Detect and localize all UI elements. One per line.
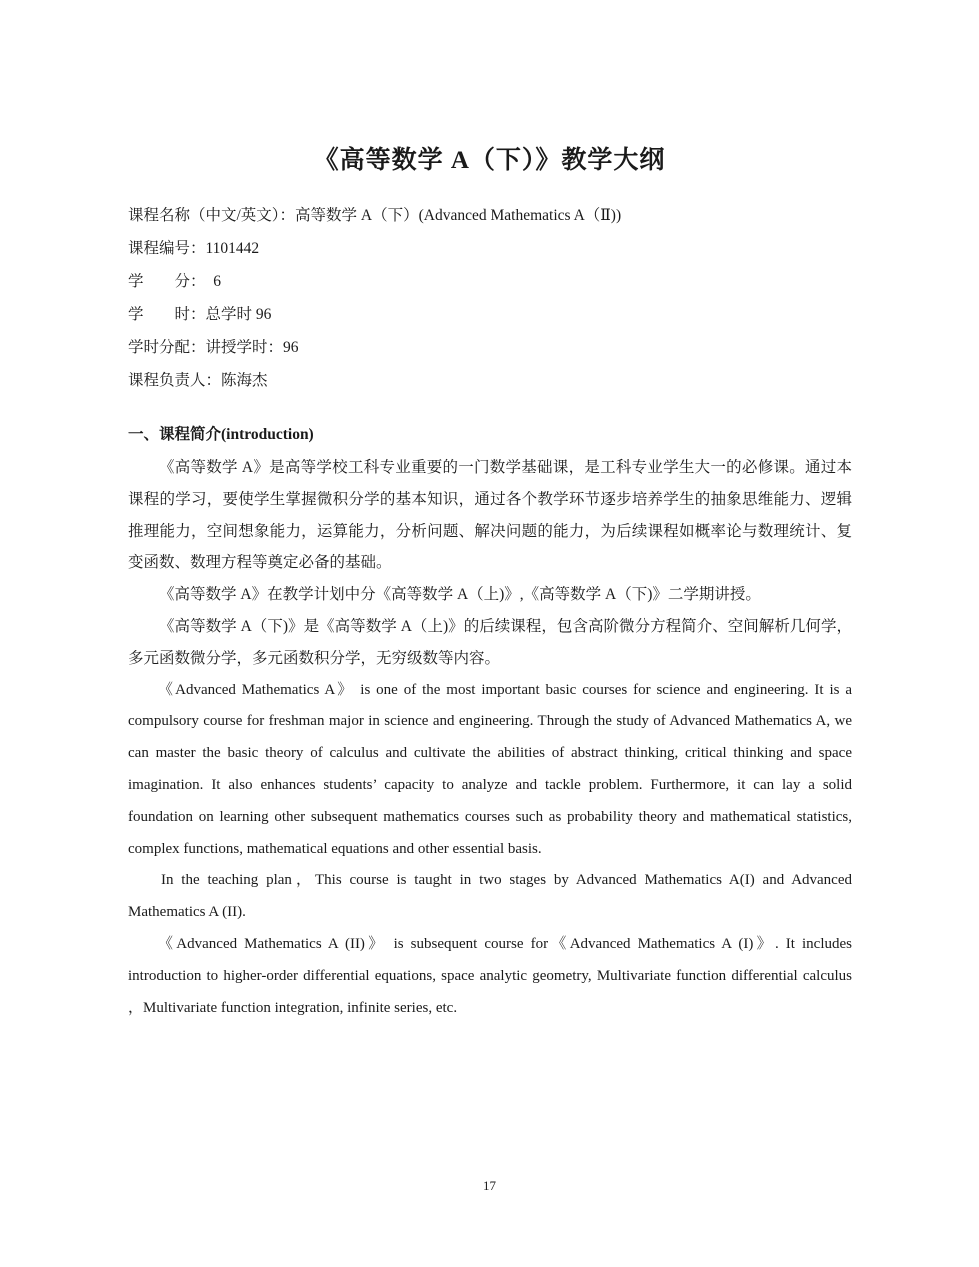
- credits-line: 学 分： 6: [128, 273, 222, 290]
- section-heading-introduction: 一、课程简介(introduction): [128, 426, 314, 443]
- course-leader-line: 课程负责人：陈海杰: [128, 372, 268, 389]
- course-code-line: 课程编号：1101442: [128, 240, 260, 257]
- course-name-line: 课程名称（中文/英文）：高等数学 A（下）(Advanced Mathematics A（Ⅱ)): [128, 207, 622, 224]
- intro-paragraph-1: 《高等数学 A》是高等学校工科专业重要的一门数学基础课，是工科专业学生大一的必修课。通过本课程的学习，要使学生掌握微积分学的基本知识，通过各个教学环节逐步培养学生的抽象思维能力、逻辑推理能力，空间想象能力，运算能力，分析问题、解决问题的能力，为后续课程如概率论与数理统计、复变函数、数理方程等奠定必备的基础。: [128, 459, 852, 572]
- intro-paragraph-english-1: 《Advanced Mathematics A》 is one of the most important basic courses for science and engineering. It is a compulsory course for freshman major in science and engineering. Through the study of Advanced Mathematics A, we can master the basic theory of calculus and cultivate the abilities of abstract thinking, critical thinking and space imagination. It also enhances students’ capacity to analyze and tackle problem. Furthermore, it can lay a solid foundation on learning other subsequent mathematics courses such as probability theory and mathematical statistics, complex functions, mathematical equations and other essential basis.: [128, 681, 852, 857]
- document-title: 《高等数学 A（下）》教学大纲: [313, 147, 666, 174]
- introduction-body: [128, 452, 852, 1024]
- hours-line: 学 时：总学时 96: [128, 306, 272, 323]
- intro-paragraph-english-2: In the teaching plan，This course is taught in two stages by Advanced Mathematics A(I) and Advanced Mathematics A (II).: [128, 872, 852, 921]
- intro-paragraph-english-3: 《Advanced Mathematics A (II)》 is subsequent course for《Advanced Mathematics A (I)》. It includes introduction to higher-order differential equations, space analytic geometry, Multivariate function differential calculus ，Multivariate function integration, infinite series, etc.: [128, 935, 852, 1016]
- course-info: [128, 204, 858, 402]
- intro-paragraph-3: 《高等数学 A（下)》是《高等数学 A（上)》的后续课程，包含高阶微分方程简介、空间解析几何学，多元函数微分学，多元函数积分学，无穷级数等内容。: [128, 617, 852, 667]
- hours-allocation-line: 学时分配：讲授学时：96: [128, 339, 299, 356]
- page-number: 17: [483, 1178, 496, 1193]
- intro-paragraph-2: 《高等数学 A》在教学计划中分《高等数学 A（上)》,《高等数学 A（下)》二学期讲授。: [159, 586, 761, 604]
